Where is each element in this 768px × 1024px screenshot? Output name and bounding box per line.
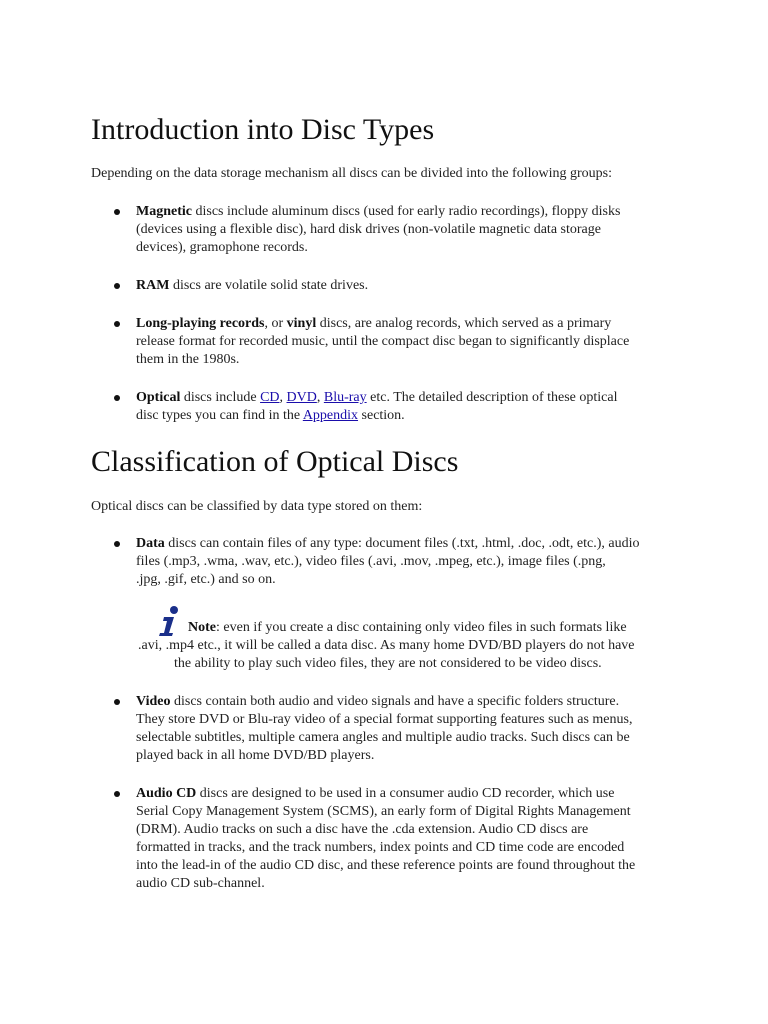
section-title-disc-types: Introduction into Disc Types [91,113,435,146]
lp-text: discs, are analog records, which served as a primary [316,316,612,331]
video-text-line2: They store DVD or Blu-ray video of a special format supporting features such as menus, [136,712,633,727]
optical-text-line2-end: section. [358,408,405,423]
bullet-icon [114,395,120,401]
link-cd[interactable]: CD [260,390,280,405]
link-blu-ray[interactable]: Blu-ray [323,390,367,405]
optical-text-rest: etc. The detailed description of these optical [366,390,618,405]
bullet-icon [114,283,120,289]
note-text: : even if you create a disc containing only video files in such formats like [216,620,627,635]
note-text-line3: the ability to play such video files, they are not considered to be video discs. [174,656,602,671]
video-text-line3: selectable subtitles, multiple camera angles and multiple audio tracks. Such discs can be [136,730,630,745]
note-box [136,619,696,673]
term-data: Data [136,536,165,551]
optical-text: discs include [180,390,261,405]
term-long-playing: Long-playing records [136,316,265,331]
intro-paragraph: Depending on the data storage mechanism all discs can be divided into the following groups: [91,166,612,181]
term-ram: RAM [136,278,170,293]
data-text-line3: .jpg, .gif, etc.) and so on. [136,572,276,587]
list-item-data [136,535,696,589]
term-vinyl: vinyl [286,316,317,331]
list-item-magnetic [136,203,696,257]
list-item-ram [136,277,696,295]
lp-text-line3: them in the 1980s. [136,352,240,367]
section-title-classification: Classification of Optical Discs [91,445,459,478]
optical-text-line2: disc types you can find in the [136,408,303,423]
note-label: Note [188,620,216,635]
magnetic-text-line2: (devices using a flexible disc), hard disk drives (non-volatile magnetic data storage [136,222,601,237]
bullet-icon [114,541,120,547]
list-item-optical [136,389,696,425]
bullet-icon [114,699,120,705]
video-text-line4: played back in all home DVD/BD players. [136,748,375,763]
term-audio-cd: Audio CD [136,786,197,801]
link-dvd[interactable]: DVD [286,390,317,405]
lp-text-line2: release format for recorded music, until the compact disc began to significantly displace [136,334,630,349]
term-magnetic: Magnetic [136,204,192,219]
optical-separator: , [279,390,287,405]
lp-separator: , or [264,316,287,331]
data-text-line2: files (.mp3, .wma, .wav, etc.), video files (.avi, .mov, .mpeg, etc.), image files (.png, [136,554,606,569]
ram-text: discs are volatile solid state drives. [169,278,369,293]
optical-separator: , [316,390,324,405]
audio-cd-text-line5: into the lead-in of the audio CD disc, and these reference points are found throughout the [136,858,636,873]
data-text: discs can contain files of any type: document files (.txt, .html, .doc, .odt, etc.), audio [164,536,640,551]
video-text: discs contain both audio and video signals and have a specific folders structure. [170,694,620,709]
term-optical: Optical [136,390,181,405]
info-icon [154,605,184,637]
audio-cd-text: discs are designed to be used in a consumer audio CD recorder, which use [196,786,615,801]
note-text-line2: .avi, .mp4 etc., it will be called a data disc. As many home DVD/BD players do not have [138,638,635,653]
magnetic-text-line3: devices), gramophone records. [136,240,308,255]
list-item-video [136,693,696,765]
list-item-long-playing [136,315,696,369]
link-appendix[interactable]: Appendix [302,408,359,423]
audio-cd-text-line4: formatted in tracks, and the track numbers, index points and CD time code are encoded [136,840,625,855]
bullet-icon [114,791,120,797]
bullet-icon [114,209,120,215]
audio-cd-text-line2: Serial Copy Management System (SCMS), an early form of Digital Rights Management [136,804,631,819]
audio-cd-text-line6: audio CD sub-channel. [136,876,265,891]
audio-cd-text-line3: (DRM). Audio tracks on such a disc have the .cda extension. Audio CD discs are [136,822,589,837]
list-item-audio-cd [136,785,696,893]
bullet-icon [114,321,120,327]
classification-intro: Optical discs can be classified by data type stored on them: [91,499,423,514]
term-video: Video [136,694,171,709]
magnetic-text: discs include aluminum discs (used for early radio recordings), floppy disks [191,204,621,219]
